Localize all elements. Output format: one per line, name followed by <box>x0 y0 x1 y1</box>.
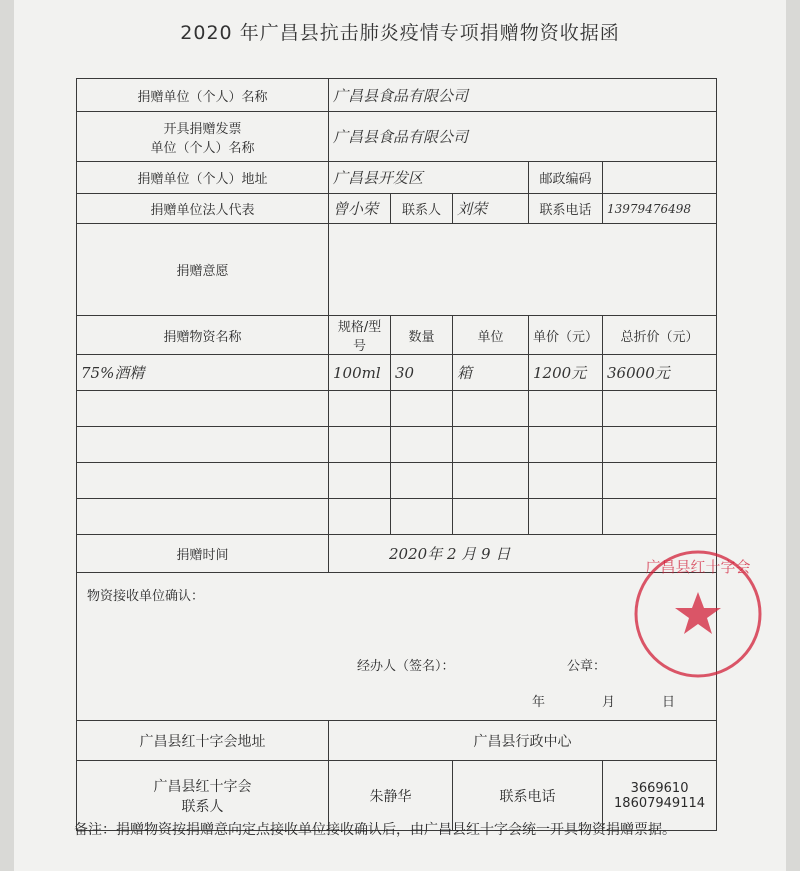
phone-label: 联系电话 <box>529 194 603 224</box>
item-row <box>77 463 717 499</box>
red-cross-seal-stamp <box>628 544 768 684</box>
item-row <box>77 427 717 463</box>
item-name <box>77 427 329 463</box>
item-total <box>603 391 717 427</box>
footnote: 备注：捐赠物资按捐赠意向定点接收单位接收确认后，由广昌县红十字会统一开具物资捐赠票据。 <box>74 822 676 838</box>
item-unit: 箱 <box>453 355 529 391</box>
confirm-day: 日 <box>662 695 676 710</box>
item-name: 75%酒精 <box>77 355 329 391</box>
item-row <box>77 355 717 391</box>
donor-name-value: 广昌县食品有限公司 <box>329 79 717 112</box>
form-paper <box>14 0 786 871</box>
item-unit <box>453 391 529 427</box>
legal-rep-value: 曾小荣 <box>329 194 391 224</box>
donation-time-value: 2020年 2 月 9 日 <box>329 535 717 573</box>
item-spec: 100ml <box>329 355 391 391</box>
redcross-contact-value: 朱静华 <box>329 761 453 831</box>
item-price <box>529 463 603 499</box>
address-value: 广昌县开发区 <box>329 162 529 194</box>
redcross-address-label: 广昌县红十字会地址 <box>77 721 329 761</box>
intention-value <box>329 224 717 316</box>
item-qty: 30 <box>391 355 453 391</box>
redcross-contact-label: 广昌县红十字会 联系人 <box>77 761 329 831</box>
donation-time-label: 捐赠时间 <box>77 535 329 573</box>
item-total <box>603 463 717 499</box>
item-price <box>529 391 603 427</box>
intention-label: 捐赠意愿 <box>77 224 329 316</box>
item-name <box>77 499 329 535</box>
item-spec <box>329 463 391 499</box>
item-unit <box>453 499 529 535</box>
postcode-label: 邮政编码 <box>529 162 603 194</box>
items-header-name: 捐赠物资名称 <box>77 316 329 355</box>
contact-value: 刘荣 <box>453 194 529 224</box>
donation-receipt-table <box>76 78 717 831</box>
item-qty <box>391 427 453 463</box>
donor-name-label: 捐赠单位（个人）名称 <box>77 79 329 112</box>
phone-value: 13979476498 <box>603 194 717 224</box>
item-unit <box>453 463 529 499</box>
contact-label: 联系人 <box>391 194 453 224</box>
item-price <box>529 427 603 463</box>
item-price <box>529 499 603 535</box>
page-title: 2020 年广昌县抗击肺炎疫情专项捐赠物资收据函 <box>180 22 620 44</box>
item-qty <box>391 463 453 499</box>
item-row <box>77 499 717 535</box>
item-spec <box>329 499 391 535</box>
redcross-phone-value: 3669610 18607949114 <box>603 761 717 831</box>
item-unit <box>453 427 529 463</box>
item-qty <box>391 499 453 535</box>
invoice-name-label: 开具捐赠发票 单位（个人）名称 <box>77 112 329 162</box>
item-price: 1200元 <box>529 355 603 391</box>
item-total: 36000元 <box>603 355 717 391</box>
receiver-confirm-label: 物资接收单位确认： <box>87 589 205 604</box>
seal-label: 公章： <box>567 659 607 674</box>
confirm-year: 年 <box>532 695 546 710</box>
receiver-confirm-section <box>77 573 717 721</box>
invoice-name-value: 广昌县食品有限公司 <box>329 112 717 162</box>
stamp-text: 广昌县红十字会 <box>645 558 751 576</box>
legal-rep-label: 捐赠单位法人代表 <box>77 194 329 224</box>
item-total <box>603 499 717 535</box>
items-header-unit: 单位 <box>453 316 529 355</box>
item-name <box>77 463 329 499</box>
item-name <box>77 391 329 427</box>
item-qty <box>391 391 453 427</box>
items-header-price: 单价（元） <box>529 316 603 355</box>
address-label: 捐赠单位（个人）地址 <box>77 162 329 194</box>
items-header-spec: 规格/型号 <box>329 316 391 355</box>
postcode-value <box>603 162 717 194</box>
handler-signature-label: 经办人（签名）： <box>357 659 455 674</box>
item-row <box>77 391 717 427</box>
items-header-total: 总折价（元） <box>603 316 717 355</box>
redcross-address-value: 广昌县行政中心 <box>329 721 717 761</box>
items-header-qty: 数量 <box>391 316 453 355</box>
item-total <box>603 427 717 463</box>
confirm-month: 月 <box>602 695 616 710</box>
item-spec <box>329 391 391 427</box>
redcross-phone-label: 联系电话 <box>453 761 603 831</box>
item-spec <box>329 427 391 463</box>
